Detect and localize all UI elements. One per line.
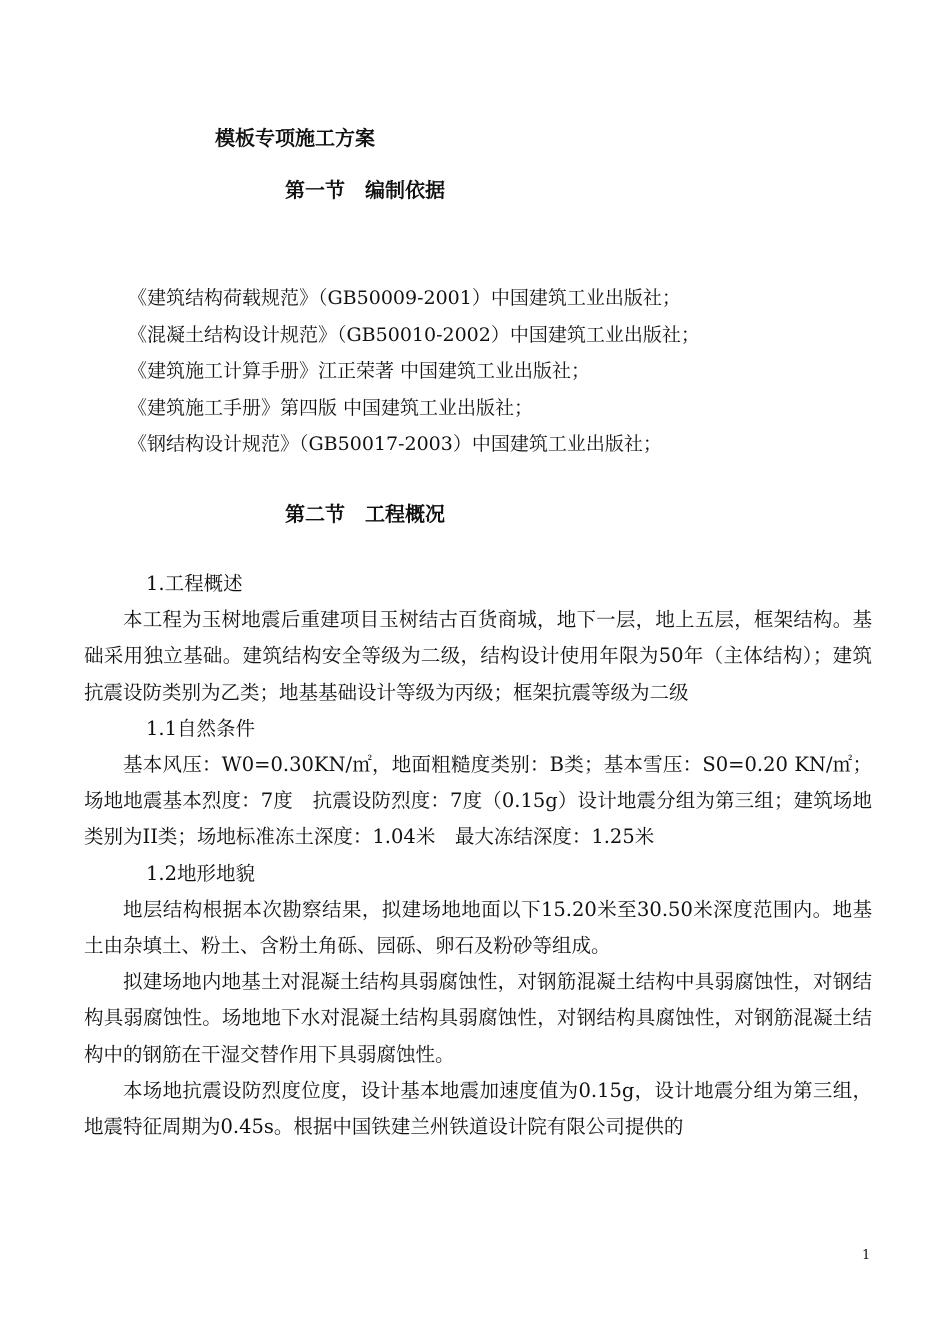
reference-item: 《混凝土结构设计规范》（GB50010-2002）中国建筑工业出版社； xyxy=(128,323,700,346)
page-number: 1 xyxy=(862,1248,871,1263)
paragraph-terrain-seismic: 本场地抗震设防烈度位度，设计基本地震加速度值为0.15g，设计地震分组为第三组，地震特征周期为0.45s。根据中国铁建兰州铁道设计院有限公司提供的 xyxy=(84,1078,872,1139)
document-title: 模板专项施工方案 xyxy=(215,126,375,150)
section-heading-basis: 第一节 编制依据 xyxy=(285,178,445,202)
paragraph-project-overview: 本工程为玉树地震后重建项目玉树结古百货商城，地下一层，地上五层，框架结构。基础采用独立基础。建筑结构安全等级为二级，结构设计使用年限为50年（主体结构）；建筑抗震设防类别为乙类；地基基础设计等级为丙级；框架抗震等级为二级 xyxy=(84,608,872,704)
subheading-natural-conditions: 1.1自然条件 xyxy=(146,716,256,740)
reference-item: 《建筑施工计算手册》江正荣著 中国建筑工业出版社； xyxy=(128,360,591,382)
paragraph-natural-conditions: 基本风压：W0=0.30KN/㎡，地面粗糙度类别：B类；基本雪压：S0=0.20 KN/㎡；场地地震基本烈度：7度 抗震设防烈度：7度（0.15g）设计地震分组为第三组；建筑场地类别为II类；场地标准冻土深度：1.04米 最大冻结深度：1.25米 xyxy=(84,753,872,849)
reference-item: 《建筑施工手册》第四版 中国建筑工业出版社； xyxy=(128,396,534,419)
overview-body xyxy=(84,566,872,1145)
reference-list xyxy=(128,280,888,463)
subheading-project-overview: 1.工程概述 xyxy=(146,572,243,595)
subheading-terrain: 1.2地形地貌 xyxy=(146,861,256,885)
reference-item: 《钢结构设计规范》（GB50017-2003）中国建筑工业出版社； xyxy=(128,433,662,455)
paragraph-terrain-corrosion: 拟建场地内地基土对混凝土结构具弱腐蚀性，对钢筋混凝土结构中具弱腐蚀性，对钢结构具弱腐蚀性。场地地下水对混凝土结构具弱腐蚀性，对钢结构具腐蚀性，对钢筋混凝土结构中的钢筋在干湿交替作用下具弱腐蚀性。 xyxy=(84,970,872,1066)
reference-item: 《建筑结构荷载规范》（GB50009-2001）中国建筑工业出版社； xyxy=(128,287,681,309)
section-heading-overview: 第二节 工程概况 xyxy=(285,502,445,526)
paragraph-terrain-strata: 地层结构根据本次勘察结果，拟建场地地面以下15.20米至30.50米深度范围内。地基土由杂填土、粉土、含粉土角砾、园砾、卵石及粉砂等组成。 xyxy=(84,897,872,958)
